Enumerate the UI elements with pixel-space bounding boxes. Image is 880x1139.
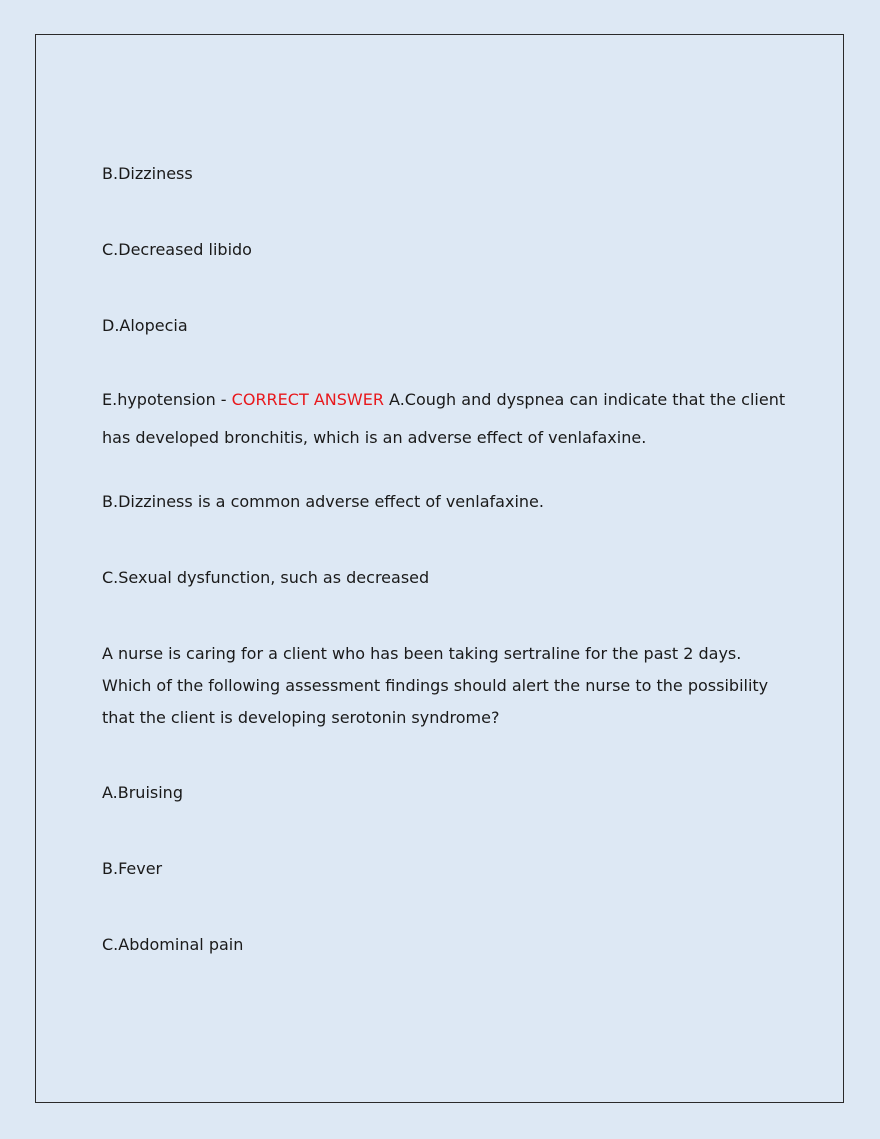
- option-c-abdominal-pain: C.Abdominal pain: [102, 935, 244, 954]
- rationale-b: B.Dizziness is a common adverse effect of venlafaxine.: [102, 492, 544, 511]
- answer-prefix: E.hypotension -: [102, 390, 232, 409]
- option-b-dizziness: B.Dizziness: [102, 164, 193, 183]
- option-c-decreased-libido: C.Decreased libido: [102, 240, 252, 259]
- answer-paragraph: [102, 381, 792, 457]
- question-text: A nurse is caring for a client who has been taking sertraline for the past 2 days. Which of the following assessment findings should alert the nurse to the possibility that the client is developing serotonin syndrome?: [102, 644, 769, 727]
- answer-rationale: A.Cough and dyspnea can indicate that the client has developed bronchitis, which is an adverse effect of venlafaxine.: [102, 390, 786, 447]
- option-b-fever: B.Fever: [102, 859, 163, 878]
- option-a-bruising: A.Bruising: [102, 783, 183, 802]
- option-d-alopecia: D.Alopecia: [102, 316, 188, 335]
- correct-answer-label: CORRECT ANSWER: [231, 390, 384, 409]
- rationale-c: C.Sexual dysfunction, such as decreased: [102, 568, 430, 587]
